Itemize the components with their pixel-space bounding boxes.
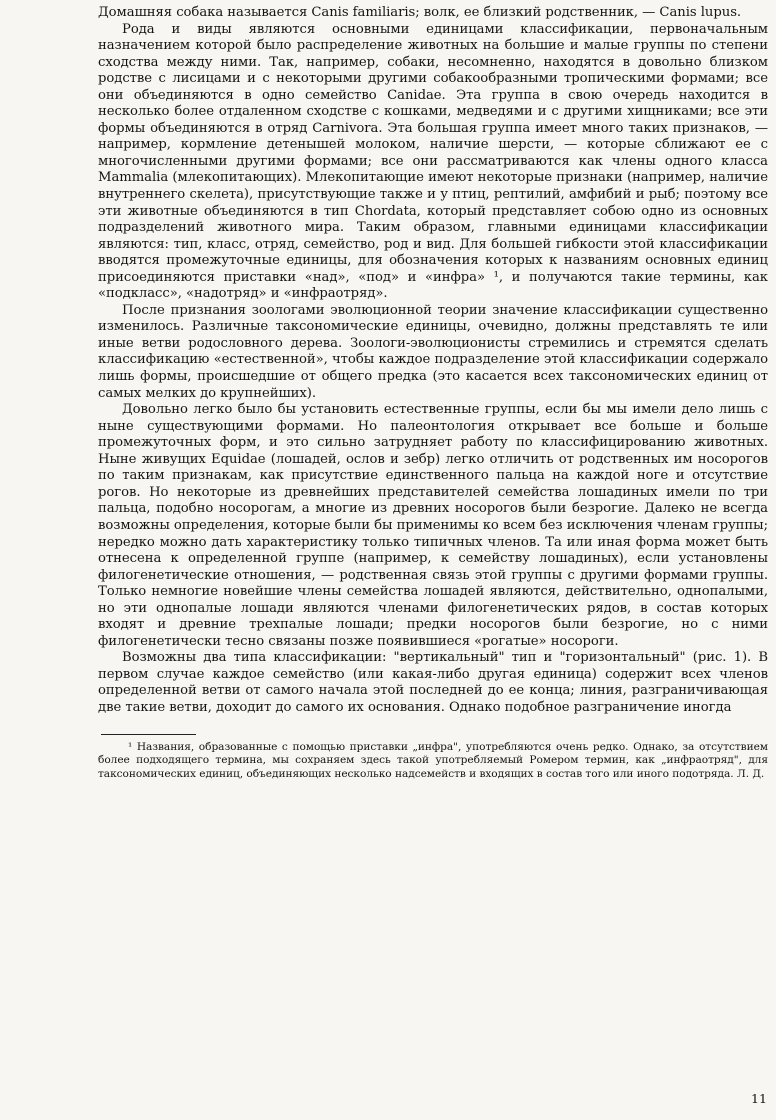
paragraph-classification-types: Возможны два типа классификации: "вертикальный" тип и "горизонтальный" (рис. 1). В первом случае каждое семейство (или какая-либо другая единица) содержит всех членов определенной ветви от самого начала этой последней до ее конца; линия, разграничивающая две такие ветви, доходит до самого их основания. Однако подобное разграничение иногда bbox=[98, 650, 768, 715]
paragraph-evolutionary-theory: После признания зоологами эволюционной теории значение классификации существенно изменилось. Различные таксономические единицы, очевидно, должны представлять те или иные ветви родословного дерева. Зоологи-эволюционисты стремились и стремятся сделать классификацию «естественной», чтобы каждое подразделение этой классификации содержало лишь формы, происшедшие от общего предка (это касается всех таксономических единиц от самых мелких до крупнейших). bbox=[98, 302, 768, 401]
footnote: ¹ Названия, образованные с помощью приставки „инфра", употребляются очень редко. Однако, за отсутствием более подходящего термина, мы сохраняем здесь такой употребляемый Ромером термин, как „инфраотряд", для таксономических единиц, объединяющих несколько надсемейств и входящих в состав того или иного подотряда. Л. Д. bbox=[98, 740, 768, 780]
paragraph-natural-groups: Довольно легко было бы установить естественные группы, если бы мы имели дело лишь с ныне существующими формами. Но палеонтология открывает все больше и больше промежуточных форм, и это сильно затрудняет работу по классифицированию животных. Ныне живущих Equidae (лошадей, ослов и зебр) легко отличить от родственных им носорогов по таким признакам, как присутствие единственного пальца на каждой ноге и отсутствие рогов. Но некоторые из древнейших представителей семейства лошадиных имели по три пальца, подобно носорогам, а многие из древних носорогов были безрогие. Далеко не всегда возможны определения, которые были бы применимы ко всем без исключения членам группы; нередко можно дать характеристику только типичных членов. Та или иная форма может быть отнесена к определенной группе (например, к семейству лошадиных), если установлены филогенетические отношения, — родственная связь этой группы с другими формами группы. Только немногие новейшие члены семейства лошадей являются, действительно, однопалыми, но эти однопалые лошади являются членами филогенетических рядов, в состав которых входят и древние трехпалые лошади; предки носорогов были безрогие, но с ними филогенетически тесно связаны позже появившиеся «рогатые» носороги. bbox=[98, 402, 768, 649]
page-body bbox=[98, 5, 768, 781]
footnote-divider bbox=[101, 734, 196, 735]
page-number: 11 bbox=[751, 1091, 767, 1106]
paragraph-species-intro: Домашняя собака называется Canis familiaris; волк, ее близкий родственник, — Canis lupus. bbox=[98, 5, 742, 20]
paragraph-classification-units: Рода и виды являются основными единицами классификации, первоначальным назначением которой было распределение животных на большие и малые группы по степени сходства между ними. Так, например, собаки, несомненно, находятся в довольно близком родстве с лисицами и с некоторыми другими собакообразными тропическими формами; все они объединяются в одно семейство Canidae. Эта группа в свою очередь находится в несколько более отдаленном сходстве с кошками, медведями и с другими хищниками; все эти формы объединяются в отряд Carnivora. Эта большая группа имеет много таких признаков, — например, кормление детенышей молоком, наличие шерсти, — которые сближают ее с многочисленными другими формами; все они рассматриваются как члены одного класса Mammalia (млекопитающих). Млекопитающие имеют некоторые признаки (например, наличие внутреннего скелета), присутствующие также и у птиц, рептилий, амфибий и рыб; поэтому все эти животные объединяются в тип Chordata, который представляет собою одно из основных подразделений животного мира. Таким образом, главными единицами классификации являются: тип, класс, отряд, семейство, род и вид. Для большей гибкости этой классификации вводятся промежуточные единицы, для обозначения которых к названиям основных единиц присоединяются приставки «над», «под» и «инфра» ¹, и получаются такие термины, как «подкласс», «надотряд» и «инфраотряд». bbox=[98, 21, 768, 302]
